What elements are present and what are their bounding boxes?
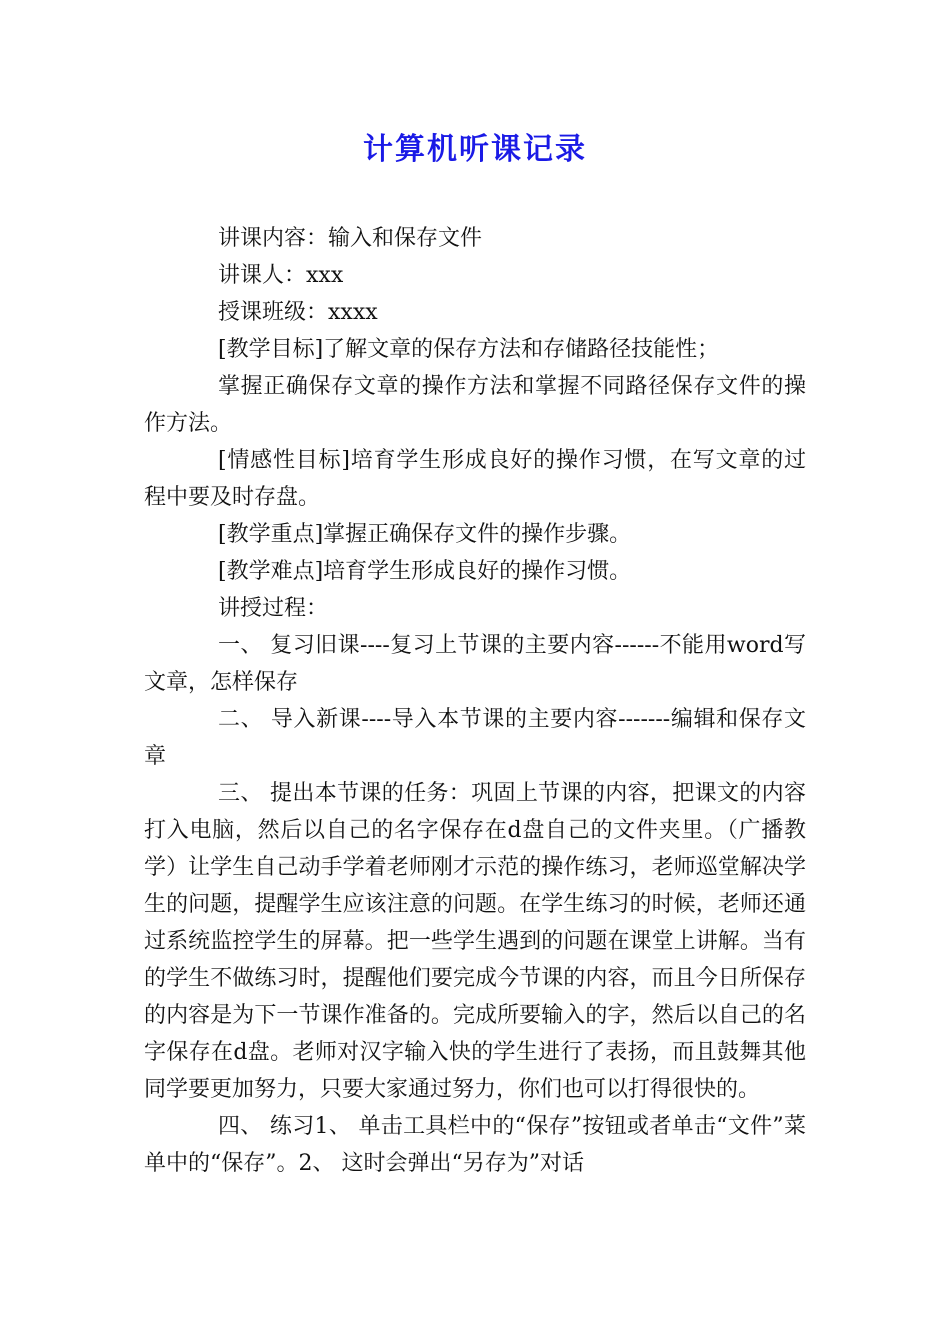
document-body	[144, 220, 806, 1182]
paragraph-teaching-goal: [教学目标]了解文章的保存方法和存储路径技能性；	[218, 337, 720, 362]
paragraph-difficulty: [教学难点]培育学生形成良好的操作习惯。	[218, 559, 632, 584]
paragraph-step-three: 三、 提出本节课的任务：巩固上节课的内容，把课文的内容打入电脑，然后以自己的名字保存在d盘自己的文件夹里。（广播教学）让学生自己动手学着老师刚才示范的操作练习，老师巡堂解决学生的问题，提醒学生应该注意的问题。在学生练习的时候，老师还通过系统监控学生的屏幕。把一些学生遇到的问题在课堂上讲解。当有的学生不做练习时，提醒他们要完成今节课的内容，而且今日所保存的内容是为下一节课作准备的。完成所要输入的字，然后以自己的名字保存在d盘。老师对汉字输入快的学生进行了表扬，而且鼓舞其他同学要更加努力，只要大家通过努力，你们也可以打得很快的。	[144, 781, 806, 1102]
paragraph-class: 授课班级：xxxx	[218, 300, 378, 325]
paragraph-skill-goal: 掌握正确保存文章的操作方法和掌握不同路径保存文件的操作方法。	[144, 374, 806, 436]
paragraph-emotional-goal: [情感性目标]培育学生形成良好的操作习惯，在写文章的过程中要及时存盘。	[144, 448, 806, 510]
paragraph-process-heading: 讲授过程：	[218, 596, 329, 621]
paragraph-step-four: 四、 练习1、 单击工具栏中的“保存”按钮或者单击“文件”菜单中的“保存”。2、 这时会弹出“另存为”对话	[144, 1114, 806, 1176]
paragraph-step-one: 一、 复习旧课----复习上节课的主要内容------不能用word写文章，怎样保存	[144, 633, 806, 695]
paragraph-key-point: [教学重点]掌握正确保存文件的操作步骤。	[218, 522, 632, 547]
paragraph-lecturer: 讲课人：xxx	[218, 263, 344, 288]
paragraph-content: 讲课内容：输入和保存文件	[218, 226, 483, 251]
paragraph-step-two: 二、 导入新课----导入本节课的主要内容-------编辑和保存文章	[144, 707, 806, 769]
page-title: 计算机听课记录	[363, 132, 587, 167]
